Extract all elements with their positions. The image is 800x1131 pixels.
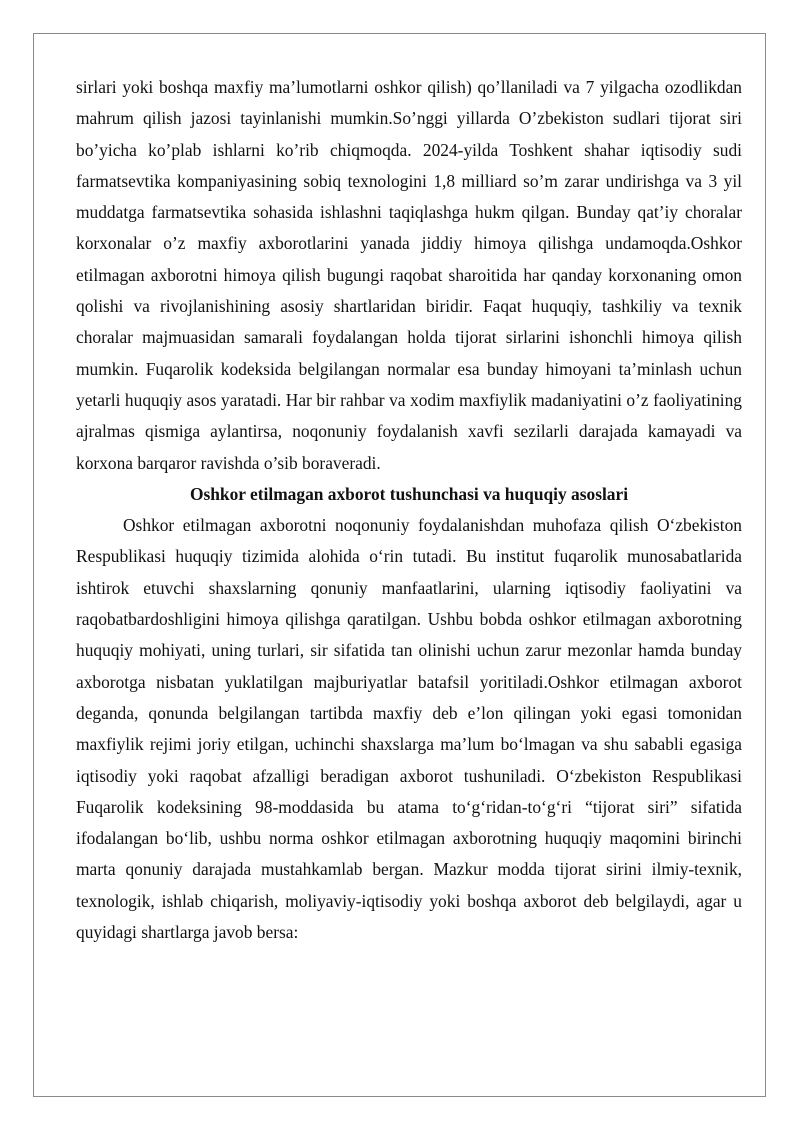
document-body (76, 72, 742, 948)
body-paragraph: Oshkor etilmagan axborotni noqonuniy foydalanishdan muhofaza qilish O‘zbekiston Respublikasi huquqiy tizimida alohida o‘rin tutadi. Bu institut fuqarolik munosabatlarida ishtirok etuvchi shaxslarning qonuniy manfaatlarini, ularning iqtisodiy faoliyatini va raqobatbardoshligini himoya qilishga qaratilgan. Ushbu bobda oshkor etilmagan axborotning huquqiy mohiyati, uning turlari, sir sifatida tan olinishi uchun zarur mezonlar hamda bunday axborotga nisbatan yuklatilgan majburiyatlar batafsil yoritiladi.Oshkor etilmagan axborot deganda, qonunda belgilangan tartibda maxfiy deb e’lon qilingan yoki egasi tomonidan maxfiylik rejimi joriy etilgan, uchinchi shaxslarga ma’lum bo‘lmagan va shu sababli egasiga iqtisodiy yoki raqobat afzalligi beradigan axborot tushuniladi. O‘zbekiston Respublikasi Fuqarolik kodeksining 98-moddasida bu atama to‘g‘ridan-to‘g‘ri “tijorat siri” sifatida ifodalangan bo‘lib, ushbu norma oshkor etilmagan axborotning huquqiy maqomini birinchi marta qonuniy darajada mustahkamlab bergan. Mazkur modda tijorat sirini ilmiy-texnik, texnologik, ishlab chiqarish, moliyaviy-iqtisodiy yoki boshqa axborot deb belgilaydi, agar u quyidagi shartlarga javob bersa: (76, 515, 742, 943)
body-paragraph: sirlari yoki boshqa maxfiy ma’lumotlarni oshkor qilish) qo’llaniladi va 7 yilgacha ozodlikdan mahrum qilish jazosi tayinlanishi mumkin.So’nggi yillarda O’zbekiston sudlari tijorat siri bo’yicha ko’plab ishlarni ko’rib chiqmoqda. 2024-yilda Toshkent shahar iqtisodiy sudi farmatsevtika kompaniyasining sobiq texnologini 1,8 milliard so’m zarar undirishga va 3 yil muddatga farmatsevtika sohasida ishlashni taqiqlashga hukm qilgan. Bunday qat’iy choralar korxonalar o’z maxfiy axborotlarini yanada jiddiy himoya qilishga undamoqda.Oshkor etilmagan axborotni himoya qilish bugungi raqobat sharoitida har qanday korxonaning omon qolishi va rivojlanishining asosiy shartlaridan biridir. Faqat huquqiy, tashkiliy va texnik choralar majmuasidan samarali foydalangan holda tijorat sirlarini ishonchli himoya qilish mumkin. Fuqarolik kodeksida belgilangan normalar esa bunday himoyani ta’minlash uchun yetarli huquqiy asos yaratadi. Har bir rahbar va xodim maxfiylik madaniyatini o’z faoliyatining ajralmas qismiga aylantirsa, noqonuniy foydalanish xavfi sezilarli darajada kamayadi va korxona barqaror ravishda o’sib boraveradi. (76, 77, 742, 473)
section-heading: Oshkor etilmagan axborot tushunchasi va huquqiy asoslari (189, 483, 629, 504)
